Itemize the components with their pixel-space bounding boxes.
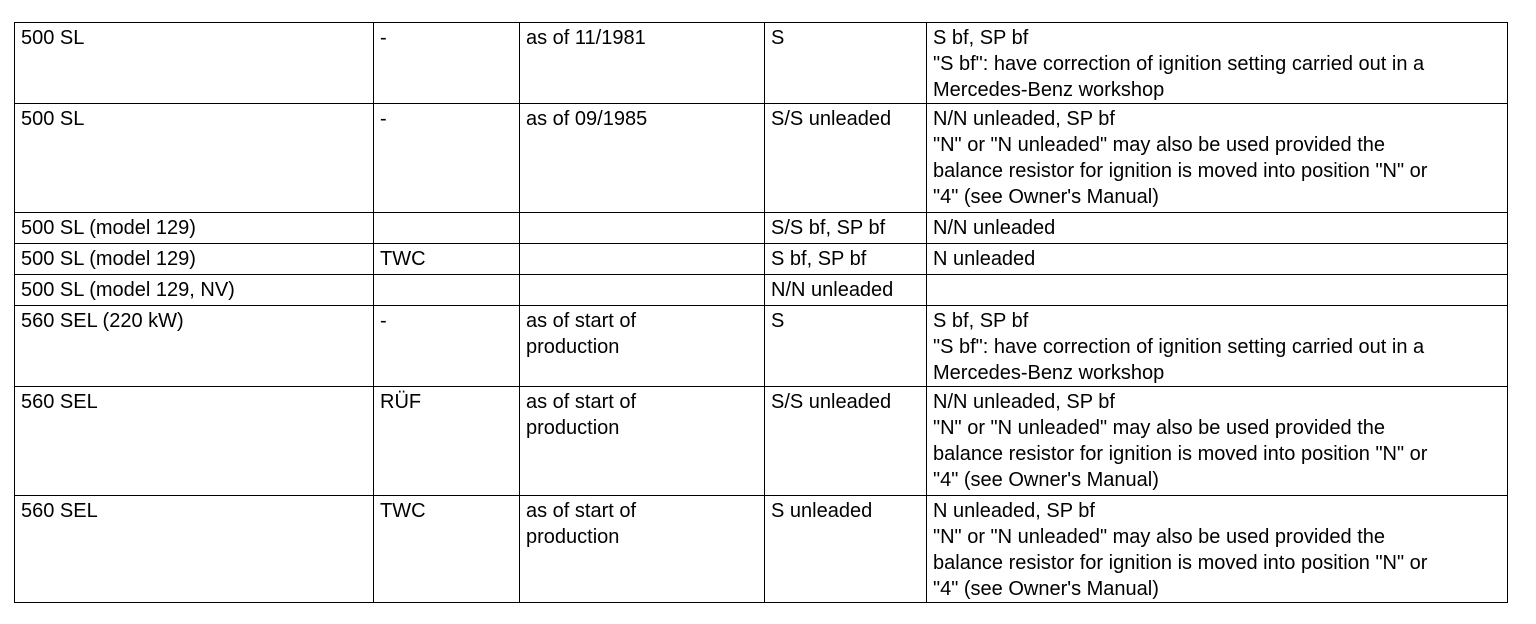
alternative-fuel-cell: N unleaded — [927, 244, 1508, 275]
table-row — [15, 496, 1508, 603]
model-cell: 560 SEL — [15, 387, 374, 496]
catalyst-cell: TWC — [374, 496, 520, 603]
model-cell: 500 SL — [15, 23, 374, 104]
date-cell: as of 09/1985 — [520, 104, 765, 213]
date-cell — [520, 213, 765, 244]
alternative-fuel-cell: N/N unleaded, SP bf "N" or "N unleaded" may also be used provided the balance resistor for ignition is moved into position "N" or "4" (see Owner's Manual) — [927, 387, 1508, 496]
fuel-cell: S bf, SP bf — [765, 244, 927, 275]
model-cell: 500 SL (model 129, NV) — [15, 275, 374, 306]
fuel-cell: S unleaded — [765, 496, 927, 603]
model-cell: 500 SL — [15, 104, 374, 213]
fuel-cell: N/N unleaded — [765, 275, 927, 306]
table-row — [15, 306, 1508, 387]
fuel-cell: S — [765, 23, 927, 104]
date-cell — [520, 244, 765, 275]
table-row — [15, 23, 1508, 104]
fuel-cell: S — [765, 306, 927, 387]
alternative-fuel-cell: S bf, SP bf "S bf": have correction of ignition setting carried out in a Mercedes-Benz workshop — [927, 306, 1508, 387]
alternative-fuel-cell: N unleaded, SP bf "N" or "N unleaded" may also be used provided the balance resistor for ignition is moved into position "N" or "4" (see Owner's Manual) — [927, 496, 1508, 603]
table-row — [15, 275, 1508, 306]
date-cell — [520, 275, 765, 306]
date-cell: as of start of production — [520, 496, 765, 603]
table-row — [15, 387, 1508, 496]
model-cell: 500 SL (model 129) — [15, 244, 374, 275]
fuel-recommendation-sheet — [14, 22, 1507, 603]
table-row — [15, 244, 1508, 275]
fuel-cell: S/S unleaded — [765, 104, 927, 213]
model-cell: 560 SEL (220 kW) — [15, 306, 374, 387]
fuel-cell: S/S unleaded — [765, 387, 927, 496]
table-row — [15, 104, 1508, 213]
alternative-fuel-cell — [927, 275, 1508, 306]
catalyst-cell — [374, 275, 520, 306]
date-cell: as of start of production — [520, 387, 765, 496]
alternative-fuel-cell: N/N unleaded — [927, 213, 1508, 244]
catalyst-cell: TWC — [374, 244, 520, 275]
model-cell: 500 SL (model 129) — [15, 213, 374, 244]
catalyst-cell: - — [374, 306, 520, 387]
fuel-recommendation-table — [14, 22, 1508, 603]
date-cell: as of 11/1981 — [520, 23, 765, 104]
alternative-fuel-cell: S bf, SP bf "S bf": have correction of ignition setting carried out in a Mercedes-Benz workshop — [927, 23, 1508, 104]
catalyst-cell: - — [374, 23, 520, 104]
catalyst-cell: RÜF — [374, 387, 520, 496]
fuel-cell: S/S bf, SP bf — [765, 213, 927, 244]
alternative-fuel-cell: N/N unleaded, SP bf "N" or "N unleaded" may also be used provided the balance resistor for ignition is moved into position "N" or "4" (see Owner's Manual) — [927, 104, 1508, 213]
catalyst-cell — [374, 213, 520, 244]
date-cell: as of start of production — [520, 306, 765, 387]
table-row — [15, 213, 1508, 244]
model-cell: 560 SEL — [15, 496, 374, 603]
catalyst-cell: - — [374, 104, 520, 213]
